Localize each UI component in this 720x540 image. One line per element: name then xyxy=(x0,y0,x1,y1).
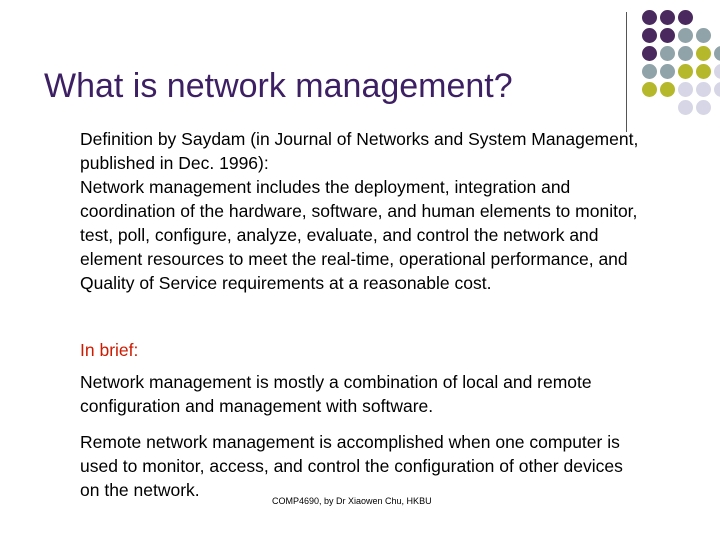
decorative-dot xyxy=(696,28,711,43)
slide-footer: COMP4690, by Dr Xiaowen Chu, HKBU xyxy=(272,496,432,506)
slide-title: What is network management? xyxy=(44,67,513,105)
definition-source: Definition by Saydam (in Journal of Networks and System Management, published in Dec. 1996): xyxy=(80,129,639,173)
decorative-dot xyxy=(678,82,693,97)
decorative-dot xyxy=(678,100,693,115)
remote-management-paragraph: Remote network management is accomplished when one computer is used to monitor, access, and control the configuration of other devices on the network. xyxy=(80,432,623,500)
decorative-dot xyxy=(714,82,720,97)
brief-paragraph: Network management is mostly a combination of local and remote configuration and management with software. xyxy=(80,372,592,416)
decorative-dot xyxy=(678,64,693,79)
definition-text: Network management includes the deployment, integration and coordination of the hardware, software, and human elements to monitor, test, poll, configure, analyze, evaluate, and control the network and element resources to meet the real-time, operational performance, and Quality of Service requirements at a reasonable cost. xyxy=(80,177,638,293)
vertical-divider xyxy=(626,12,627,132)
decorative-dot xyxy=(642,64,657,79)
decorative-dot xyxy=(696,100,711,115)
decorative-dot xyxy=(642,28,657,43)
decorative-dot xyxy=(678,46,693,61)
decorative-dot xyxy=(642,10,657,25)
decorative-dot xyxy=(714,64,720,79)
decorative-dot xyxy=(660,28,675,43)
decorative-dot xyxy=(714,46,720,61)
decorative-dot xyxy=(696,46,711,61)
decorative-dot xyxy=(678,10,693,25)
decorative-dot xyxy=(678,28,693,43)
decorative-dot xyxy=(660,64,675,79)
decorative-dot xyxy=(642,82,657,97)
decorative-dot xyxy=(696,64,711,79)
definition-block xyxy=(80,127,640,295)
decorative-dot xyxy=(696,82,711,97)
decorative-dot xyxy=(642,46,657,61)
in-brief-label: In brief: xyxy=(80,340,139,360)
decorative-dot xyxy=(660,46,675,61)
decorative-dot xyxy=(660,10,675,25)
decorative-dot xyxy=(660,82,675,97)
